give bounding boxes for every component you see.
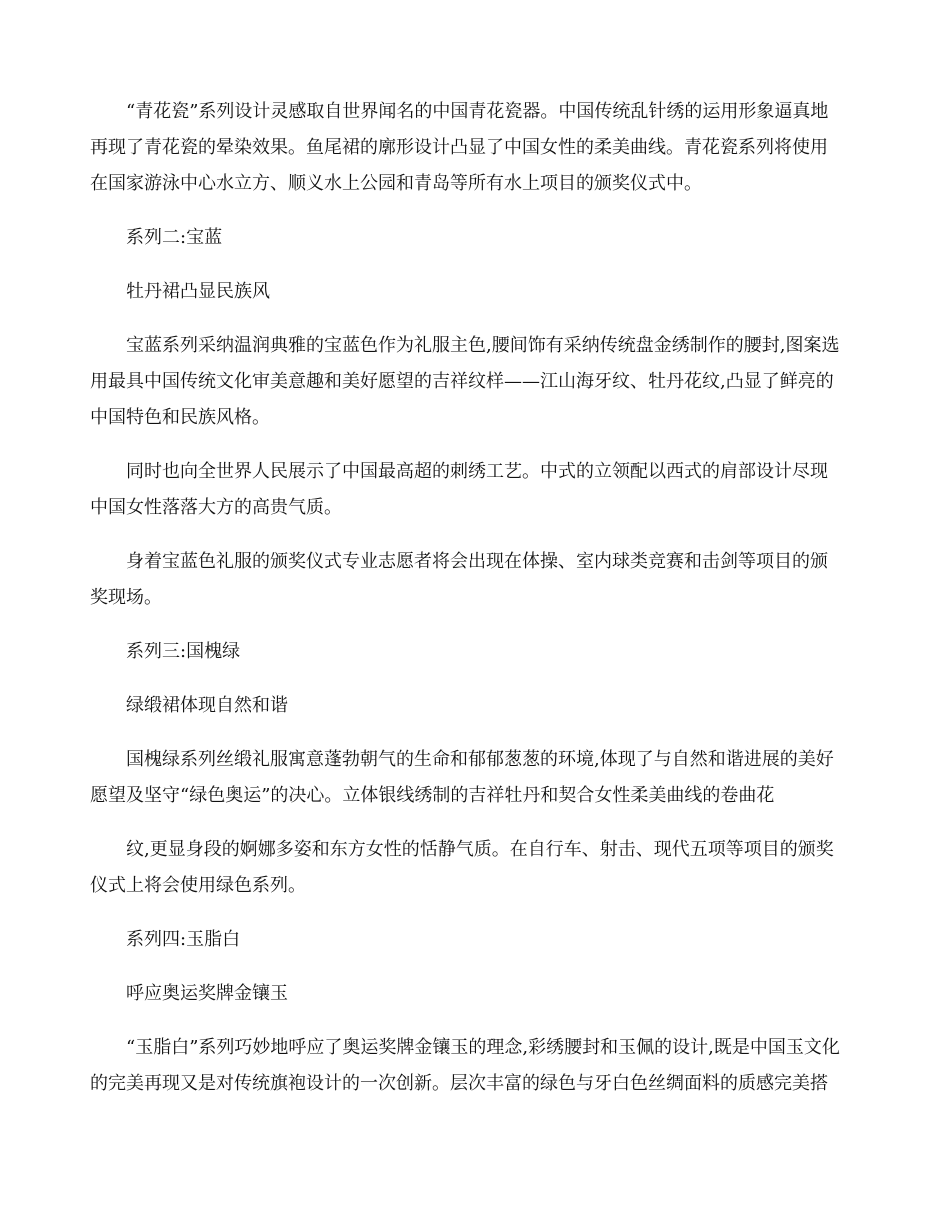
series-3-subtitle: 绿缎裙体现自然和谐: [126, 695, 288, 716]
paragraph-embroidery-line-1: 同时也向全世界人民展示了中国最高超的刺绣工艺。中式的立领配以西式的肩部设计尽现: [126, 461, 828, 482]
paragraph-qinghuaci-line-1: “青花瓷”系列设计灵感取自世界闻名的中国青花瓷器。中国传统乱针绣的运用形象逼真地: [126, 101, 829, 122]
paragraph-guohuailv-cont-line-2: 仪式上将会使用绿色系列。: [90, 875, 306, 896]
paragraph-yuzhibai-line-2: 的完美再现又是对传统旗袍设计的一次创新。层次丰富的绿色与牙白色丝绸面料的质感完美搭: [90, 1073, 828, 1094]
paragraph-guohuailv-line-1: 国槐绿系列丝缎礼服寓意蓬勃朝气的生命和郁郁葱葱的环境,体现了与自然和谐进展的美好: [126, 749, 834, 770]
series-4-heading: 系列四:玉脂白: [126, 929, 241, 950]
paragraph-yuzhibai-line-1: “玉脂白”系列巧妙地呼应了奥运奖牌金镶玉的理念,彩绣腰封和玉佩的设计,既是中国玉文化: [126, 1037, 840, 1058]
paragraph-qinghuaci-line-2: 再现了青花瓷的晕染效果。鱼尾裙的廓形设计凸显了中国女性的柔美曲线。青花瓷系列将使用: [90, 137, 828, 158]
paragraph-baolan-line-2: 用最具中国传统文化审美意趣和美好愿望的吉祥纹样——江山海牙纹、牡丹花纹,凸显了鲜亮的: [90, 371, 834, 392]
series-2-subtitle: 牡丹裙凸显民族风: [126, 281, 270, 302]
paragraph-guohuailv-cont-line-1: 纹,更显身段的婀娜多姿和东方女性的恬静气质。在自行车、射击、现代五项等项目的颁奖: [126, 839, 834, 860]
paragraph-volunteers-line-2: 奖现场。: [90, 587, 162, 608]
paragraph-guohuailv-line-2: 愿望及坚守“绿色奥运”的决心。立体银线绣制的吉祥牡丹和契合女性柔美曲线的卷曲花: [90, 785, 775, 806]
paragraph-qinghuaci-line-3: 在国家游泳中心水立方、顺义水上公园和青岛等所有水上项目的颁奖仪式中。: [90, 173, 702, 194]
paragraph-baolan-line-3: 中国特色和民族风格。: [90, 407, 270, 428]
series-4-subtitle: 呼应奥运奖牌金镶玉: [126, 983, 288, 1004]
paragraph-baolan-line-1: 宝蓝系列采纳温润典雅的宝蓝色作为礼服主色,腰间饰有采纳传统盘金绣制作的腰封,图案选: [126, 335, 840, 356]
series-2-heading: 系列二:宝蓝: [126, 227, 223, 248]
paragraph-volunteers-line-1: 身着宝蓝色礼服的颁奖仪式专业志愿者将会出现在体操、室内球类竞赛和击剑等项目的颁: [126, 551, 828, 572]
paragraph-embroidery-line-2: 中国女性落落大方的高贵气质。: [90, 497, 342, 518]
series-3-heading: 系列三:国槐绿: [126, 641, 241, 662]
